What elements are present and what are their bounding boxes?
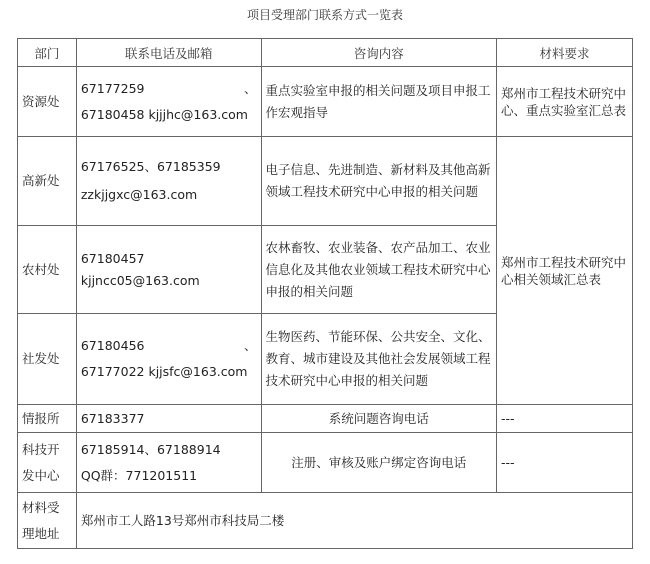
- contact-cell: 67180457 kjjncc05@163.com: [76, 226, 261, 314]
- separator: 、: [244, 338, 257, 353]
- header-contact: 联系电话及邮箱: [76, 39, 261, 67]
- phone-number: 67180456: [80, 338, 145, 353]
- table-row: [18, 67, 633, 137]
- dept-cell: 高新处: [18, 137, 77, 226]
- dept-cell: 科技开发中心: [18, 433, 77, 493]
- table-row: [18, 137, 633, 226]
- content-cell: 重点实验室申报的相关问题及项目申报工作宏观指导: [261, 67, 496, 137]
- contact-cell: [76, 67, 261, 137]
- header-dept: 部门: [18, 39, 77, 67]
- contact-cell: [76, 137, 261, 226]
- header-content: 咨询内容: [261, 39, 496, 67]
- content-cell: 电子信息、先进制造、新材料及其他高新领域工程技术研究中心申报的相关问题: [261, 137, 496, 226]
- contact-cell: [76, 433, 261, 493]
- content-cell: 注册、审核及账户绑定咨询电话: [261, 433, 496, 493]
- phone-number: 67176525、67185359: [80, 159, 221, 174]
- phone-email: 67180458 kjjjhc@163.com: [80, 106, 248, 122]
- content-cell: 农林畜牧、农业装备、农产品加工、农业信息化及其他农业领域工程技术研究中心申报的相关问题: [261, 226, 496, 314]
- material-cell: 郑州市工程技术研究中心、重点实验室汇总表: [496, 67, 632, 137]
- phone-number: 67185914、67188914: [80, 441, 221, 457]
- address-value-cell: 郑州市工人路13号郑州市科技局二楼: [76, 493, 632, 549]
- table-header-row: [18, 39, 633, 67]
- email-address: zzkjjgxc@163.com: [80, 187, 198, 202]
- content-cell: 系统问题咨询电话: [261, 405, 496, 433]
- dept-cell: 农村处: [18, 226, 77, 314]
- material-cell-merged: 郑州市工程技术研究中心相关领域汇总表: [496, 137, 632, 405]
- contact-cell: 67183377: [76, 405, 261, 433]
- table-row: [18, 405, 633, 433]
- address-label-cell: 材料受理地址: [18, 493, 77, 549]
- contact-table: [17, 38, 633, 549]
- table-row: [18, 433, 633, 493]
- material-cell: ---: [496, 405, 632, 433]
- content-cell: 生物医药、节能环保、公共安全、文化、教育、城市建设及其他社会发展领域工程技术研究中心申报的相关问题: [261, 314, 496, 405]
- phone-email: 67177022 kjjsfc@163.com: [80, 364, 248, 379]
- separator: 、: [244, 80, 257, 96]
- dept-cell: 社发处: [18, 314, 77, 405]
- dept-cell: 情报所: [18, 405, 77, 433]
- dept-cell: 资源处: [18, 67, 77, 137]
- phone-number: 67177259: [80, 80, 145, 96]
- table-row: [18, 493, 633, 549]
- header-material: 材料要求: [496, 39, 632, 67]
- qq-group: QQ群：771201511: [80, 467, 198, 483]
- material-cell: ---: [496, 433, 632, 493]
- contact-cell: [76, 314, 261, 405]
- page-title: 项目受理部门联系方式一览表: [246, 8, 403, 22]
